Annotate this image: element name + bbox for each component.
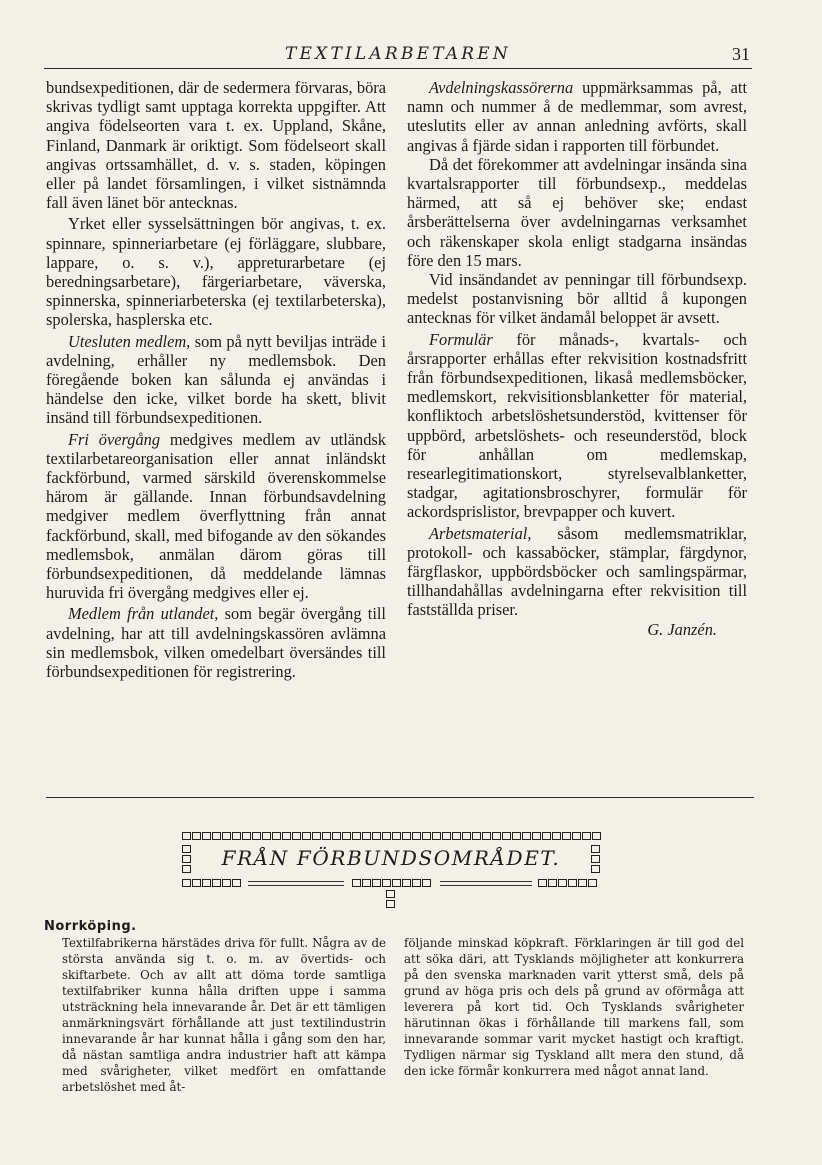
ornament-square (432, 832, 441, 840)
ornament-square (422, 879, 431, 887)
ornament-square (412, 832, 421, 840)
border-squares-top (182, 832, 601, 840)
paragraph (407, 78, 747, 155)
news-column-left (62, 935, 386, 1095)
paragraph-lead: Formulär (429, 329, 493, 349)
paragraph-body: för månads-, kvartals- och årsrapporter erhållas efter rekvisition kostnadsfritt från förbundsexpeditionen, likaså medlemsböcker, medlemskort, rekvisitionsblanketter för material, konfliktoch arbetslöshetsunderstöd, kvittenser för uppbörd, arbetslöshets- och reseunderstöd, block för anhållan om medlemskap, researlegitimationskort, styrelsevalblanketter, stadgar, agitationsbroschyrer, formulär för ackordsprislistor, brevpapper och kuvert. (407, 329, 747, 522)
paragraph-lead: Arbetsmaterial, (429, 523, 532, 543)
ornament-square (302, 832, 311, 840)
ornament-square (182, 832, 191, 840)
paragraph: Yrket eller sysselsättningen bör angivas, t. ex. spinnare, spinneriarbetare (ej förläggare, slubbare, lappare, o. s. v.), appreturarbetare (ej beredningsarbetare), färgeriarbetare, väverska, spinnerska, spinneriarbeterska (ej textilarbeterska), spolerska, hasplerska etc. (46, 214, 386, 330)
ornament-square (548, 879, 557, 887)
paragraph (407, 330, 747, 522)
signature: G. Janzén. (647, 619, 717, 639)
paragraph-lead: Avdelningskassörerna (429, 78, 574, 97)
news-column-right (404, 935, 744, 1079)
ornament-square (182, 855, 191, 863)
ornament-square (402, 879, 411, 887)
ornament-square (462, 832, 471, 840)
ornament-square (182, 865, 191, 873)
ornament-square (352, 832, 361, 840)
paragraph-lead: Fri övergång (68, 429, 161, 449)
news-text: Textilfabrikerna härstädes driva för fullt. Några av de största använda sig t. o. m. av övertids- och skiftarbete. Och av allt att döma torde samtliga textilfabriker kunna hålla driften uppe i samma utsträckning hela innevarande år. Det är ett tämligen anmärkningsvärt förhållande att just textilindustrin innevarande år har kunnat hålla i gång som den har, då nästan samtliga andra industrier haft att kämpa med svårigheter, vilket medfört en omfattande arbetslöshet med åt- (62, 936, 386, 1094)
paragraph-lead: Utesluten medlem, (68, 331, 191, 351)
news-text: följande minskad köpkraft. Förklaringen är till god del att söka däri, att Tysklands möjligheter att konkurrera på den svenska marknaden varit ytterst små, dels på grund av höga pris och dels på grund av oförmåga att leverera på kort tid. Och Tysklands svårigheter härutinnan ökas i förhållande till markens fall, som innevarande sommar varit mycket hastigt och kraftigt. Tydligen närmar sig Tyskland allt mera den stund, då den icke förmår konkurrera med något annat land. (404, 936, 744, 1078)
ornament-square (312, 832, 321, 840)
ornament-square (591, 865, 600, 873)
ornament-square (232, 832, 241, 840)
paragraph (407, 524, 747, 620)
ornament-line-right (440, 881, 532, 886)
paragraph-body: som begär övergång till avdelning, har att till avdelningskassören avlämna sin medlemsbok, vilken omedelbart översändes till förbundsexpeditionen för registrering. (46, 604, 386, 682)
ornament-square (292, 832, 301, 840)
ornament-square (552, 832, 561, 840)
ornament-square (192, 832, 201, 840)
paragraph: bundsexpeditionen, där de sedermera förvaras, böra skrivas tydligt samt upptaga korrekta uppgifter. Att angiva födelseorten vara t. ex. Uppland, Skåne, Finland, Danmark är oriktigt. Som födelseort skall angivas ortssamhället, d. v. s. staden, köpingen eller på landet församlingen, i vilket sistnämnda fall även länet bör antecknas. (46, 78, 386, 213)
ornament-square (572, 832, 581, 840)
ornament-square (578, 879, 587, 887)
ornament-square (412, 879, 421, 887)
ornament-square (182, 879, 191, 887)
ornament-square (502, 832, 511, 840)
paragraph-body: som på nytt beviljas inträde i avdelning, erhåller ny medlemsbok. Den föregående boken kan sålunda ej användas i händelse den icke, vilket borde ha skett, blivit insänd till förbundsexpeditionen. (46, 331, 386, 428)
paragraph-body: såsom medlemsmatriklar, protokoll- och kassaböcker, stämplar, färgdynor, färgflaskor, uppbördsböcker och samlingspärmar, tillhandahållas avdelningarna efter rekvisition till fastställda priser. (407, 523, 747, 620)
ornament-square (558, 879, 567, 887)
ornament-square (262, 832, 271, 840)
ornament-square (352, 879, 361, 887)
border-squares-bottom-right (538, 879, 597, 887)
paragraph-body: medgives medlem av utländsk textilarbetareorganisation eller annat inländskt fackförbund, varmed särskild överenskommelse härom är gällande. Innan förbundsavdelning medgiver medlem överflyttning från annat fackförbund, skall, med bifogande av den sökandes medlemsbok, anmälan därom göras till förbundsexpeditionen, då meddelande lämnas huruvida fri övergång medgives eller ej. (46, 429, 386, 603)
ornament-square (452, 832, 461, 840)
border-squares-stem (386, 890, 395, 908)
ornament-square (362, 879, 371, 887)
ornament-square (591, 855, 600, 863)
ornament-square (402, 832, 411, 840)
section-banner (182, 832, 600, 922)
border-squares-bottom-middle (352, 879, 431, 887)
ornament-square (222, 879, 231, 887)
ornament-square (282, 832, 291, 840)
ornament-square (382, 879, 391, 887)
ornament-square (512, 832, 521, 840)
ornament-square (562, 832, 571, 840)
ornament-square (192, 879, 201, 887)
ornament-square (242, 832, 251, 840)
ornament-square (382, 832, 391, 840)
page-number: 31 (732, 44, 750, 64)
journal-title: TEXTILARBETAREN (285, 44, 511, 64)
right-column (407, 78, 747, 639)
ornament-square (182, 845, 191, 853)
ornament-square (538, 879, 547, 887)
ornament-square (492, 832, 501, 840)
paragraph (46, 430, 386, 603)
ornament-square (212, 832, 221, 840)
ornament-square (472, 832, 481, 840)
ornament-square (482, 832, 491, 840)
ornament-square (386, 890, 395, 898)
ornament-square (532, 832, 541, 840)
ornament-square (392, 832, 401, 840)
ornament-square (342, 832, 351, 840)
ornament-square (232, 879, 241, 887)
ornament-square (252, 832, 261, 840)
ornament-square (332, 832, 341, 840)
ornament-square (322, 832, 331, 840)
ornament-square (588, 879, 597, 887)
paragraph-body: uppmärksammas på, att namn och nummer å de medlemmar, som avrest, uteslutits eller av annan anledning avförts, skall angivas å fjärde sidan i rapporten till förbundet. (407, 78, 747, 155)
ornament-square (422, 832, 431, 840)
ornament-square (202, 879, 211, 887)
paragraph (46, 604, 386, 681)
ornament-square (592, 832, 601, 840)
ornament-square (582, 832, 591, 840)
ornament-square (591, 845, 600, 853)
paragraph-lead: Medlem från utlandet, (68, 604, 219, 624)
ornament-square (372, 879, 381, 887)
border-squares-right (591, 845, 600, 873)
ornament-square (212, 879, 221, 887)
running-header (44, 44, 752, 66)
ornament-square (222, 832, 231, 840)
ornament-square (542, 832, 551, 840)
ornament-line-left (248, 881, 344, 886)
ornament-square (202, 832, 211, 840)
ornament-square (272, 832, 281, 840)
ornament-square (392, 879, 401, 887)
left-column (46, 78, 386, 681)
section-title: FRÅN FÖRBUNDSOMRÅDET. (221, 846, 561, 870)
border-squares-bottom-left (182, 879, 241, 887)
ornament-square (522, 832, 531, 840)
ornament-square (568, 879, 577, 887)
header-rule (44, 68, 752, 69)
column-end-rule (46, 797, 754, 798)
border-squares-left (182, 845, 191, 873)
ornament-square (372, 832, 381, 840)
section-heading: Norrköping. (44, 919, 137, 934)
ornament-square (362, 832, 371, 840)
paragraph: Då det förekommer att avdelningar insända sina kvartalsrapporter till förbundsexp., meddelas härmed, att så ej behöver ske; endast årsberättelserna över avdelningarnas verksamhet och räkenskaper skola enligt stadgarna insändas före den 15 mars. (407, 154, 747, 270)
paragraph (46, 332, 386, 428)
paragraph: Vid insändandet av penningar till förbundsexp. medelst postanvisning bör alltid å kupongen antecknas för vilket ändamål beloppet är avsett. (407, 270, 747, 328)
ornament-square (386, 900, 395, 908)
ornament-square (442, 832, 451, 840)
